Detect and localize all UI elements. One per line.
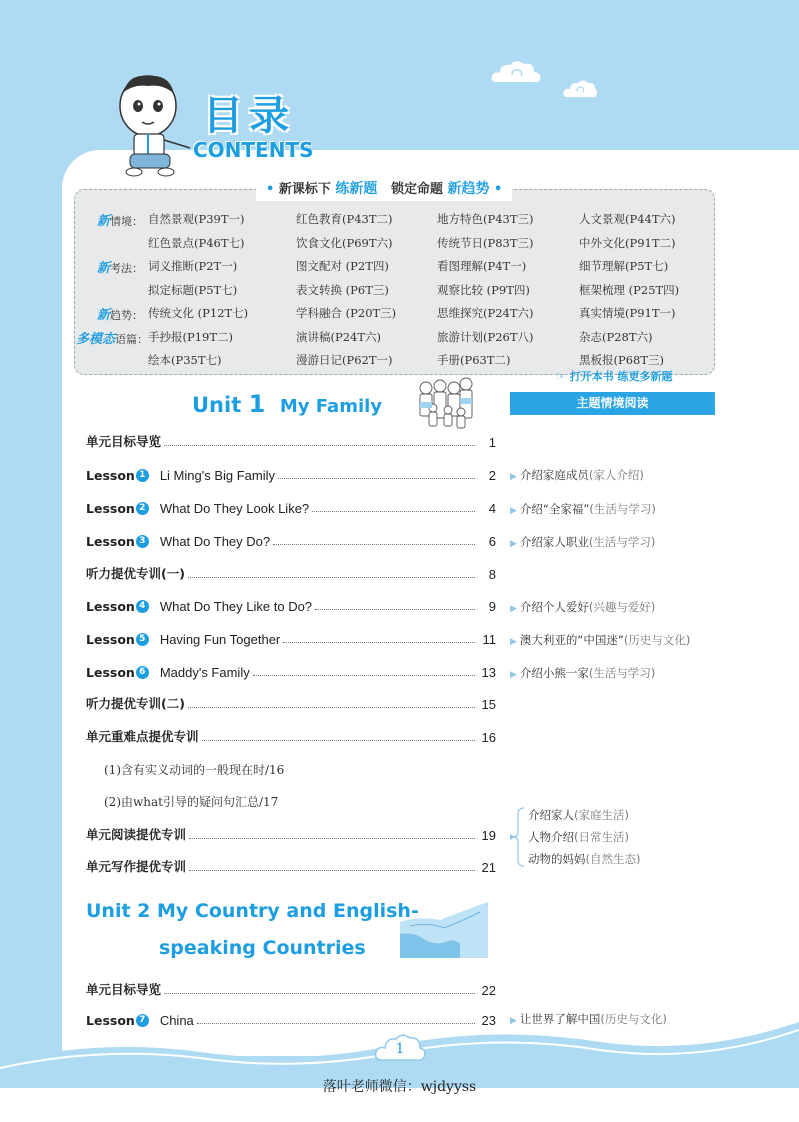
toc-row[interactable]: Lesson 3 What Do They Do? 6 <box>86 534 496 549</box>
category-item: 细节理解(P5T七) <box>579 259 669 273</box>
toc-row[interactable]: 单元写作提优专训 21 <box>86 859 496 875</box>
box-heading-a: 新课标下 <box>278 182 331 197</box>
category-item: 自然景观(P39T一) <box>148 212 245 226</box>
theme-item: ▶ 介绍“全家福”(生活与学习) <box>510 502 656 516</box>
box-heading-c: 锁定命题 <box>390 182 443 197</box>
category-item: 看图理解(P4T一) <box>437 259 527 273</box>
theme-item: ▶ 介绍小熊一家(生活与学习) <box>510 666 656 680</box>
unit-2-title-line1: Unit 2 My Country and English- <box>86 900 419 922</box>
category-item: 框架梳理 (P25T四) <box>579 283 680 297</box>
toc-row[interactable]: Lesson 6 Maddy's Family 13 <box>86 665 496 680</box>
hand-pointer-icon: ☞ <box>556 370 566 383</box>
category-item: 旅游计划(P26T八) <box>437 330 534 344</box>
toc-row[interactable]: Lesson 7 China 23 <box>86 1013 496 1028</box>
triangle-icon: ▶ <box>510 637 517 647</box>
box-heading-d: 新趋势 <box>447 181 490 197</box>
theme-item: ▶ 让世界了解中国(历史与文化) <box>510 1012 667 1026</box>
theme-item: 人物介绍(日常生活) <box>528 830 629 844</box>
category-item: 传统节日(P83T三) <box>437 236 534 250</box>
brace-icon <box>510 806 528 868</box>
category-item: 手抄报(P19T二) <box>148 330 234 344</box>
theme-item: ▶ 介绍家庭成员(家人介绍) <box>510 468 644 482</box>
category-item: 拟定标题(P5T七) <box>148 283 238 297</box>
category-item: 漫游日记(P62T一) <box>296 353 393 367</box>
theme-item: ▶ 介绍家人职业(生活与学习) <box>510 535 656 549</box>
toc-row[interactable]: 听力提优专训(二) 15 <box>86 696 496 712</box>
page-title: 目录 <box>203 93 295 139</box>
toc-row[interactable]: 听力提优专训(一) 8 <box>86 566 496 582</box>
toc-subitem[interactable]: (1)含有实义动词的一般现在时/16 <box>104 763 285 777</box>
toc-row[interactable]: 单元目标导览 1 <box>86 434 496 450</box>
unit-1-title: Unit 1 My Family <box>192 390 383 418</box>
category-item: 真实情境(P91T一) <box>579 306 676 320</box>
toc-subitem[interactable]: (2)由what引导的疑问句汇总/17 <box>104 795 279 809</box>
unit-2-title-line2: speaking Countries <box>159 937 366 959</box>
toc-row[interactable]: 单元阅读提优专训 19 <box>86 827 496 843</box>
category-item: 学科融合 (P20T三) <box>296 306 397 320</box>
triangle-icon: ▶ <box>510 1016 517 1026</box>
category-label: 多模态语篇： <box>76 332 149 347</box>
triangle-icon: ▶ <box>510 539 517 549</box>
category-item: 地方特色(P43T三) <box>437 212 534 226</box>
map-illustration-icon <box>400 902 488 958</box>
family-illustration-icon <box>414 374 476 434</box>
toc-row[interactable]: 单元重难点提优专训 16 <box>86 729 496 745</box>
category-item: 演讲稿(P24T六) <box>296 330 382 344</box>
cloud-icon <box>562 78 598 100</box>
triangle-icon: ▶ <box>510 670 517 680</box>
more-questions-link: ☞ 打开本书 练更多新题 <box>556 370 673 383</box>
triangle-icon: ▶ <box>510 506 517 516</box>
category-item: 红色教育(P43T二) <box>296 212 393 226</box>
toc-row[interactable]: Lesson 1 Li Ming's Big Family 2 <box>86 468 496 483</box>
page-number: 1 <box>395 1041 405 1057</box>
category-item: 图文配对 (P2T四) <box>296 259 389 273</box>
box-heading: • 新课标下 练新题 锁定命题 新趋势 • <box>256 178 512 201</box>
category-item: 杂志(P28T六) <box>579 330 653 344</box>
cloud-icon <box>490 58 542 86</box>
page-title-en: CONTENTS <box>193 138 314 162</box>
triangle-icon: ▶ <box>510 472 517 482</box>
category-item: 黑板报(P68T三) <box>579 353 665 367</box>
triangle-icon: ▶ <box>510 604 517 614</box>
category-item: 传统文化 (P12T七) <box>148 306 249 320</box>
boy-mascot-icon <box>108 70 198 180</box>
category-item: 人文景观(P44T六) <box>579 212 676 226</box>
category-item: 表文转换 (P6T三) <box>296 283 389 297</box>
toc-row[interactable]: 单元目标导览 22 <box>86 982 496 998</box>
category-item: 绘本(P35T七) <box>148 353 222 367</box>
toc-row[interactable]: Lesson 2 What Do They Look Like? 4 <box>86 501 496 516</box>
category-label: 新情境： <box>97 214 144 229</box>
box-heading-b: 练新题 <box>335 181 378 197</box>
category-item: 思维探究(P24T六) <box>437 306 534 320</box>
theme-group <box>510 804 640 870</box>
toc-row[interactable]: Lesson 5 Having Fun Together 11 <box>86 632 496 647</box>
theme-reading-header: 主题情境阅读 <box>510 392 715 415</box>
toc-row[interactable]: Lesson 4 What Do They Like to Do? 9 <box>86 599 496 614</box>
category-item: 饮食文化(P69T六) <box>296 236 393 250</box>
theme-item: ▶ 介绍个人爱好(兴趣与爱好) <box>510 600 656 614</box>
theme-item: 动物的妈妈(自然生态) <box>528 852 641 866</box>
category-item: 红色景点(P46T七) <box>148 236 245 250</box>
theme-item: 介绍家人(家庭生活) <box>528 808 629 822</box>
category-item: 中外文化(P91T二) <box>579 236 676 250</box>
category-item: 手册(P63T二) <box>437 353 511 367</box>
category-label: 新考法： <box>97 261 144 276</box>
category-item: 词义推断(P2T一) <box>148 259 238 273</box>
category-item: 观察比较 (P9T四) <box>437 283 530 297</box>
wechat-note: 落叶老师微信：wjdyyss <box>322 1079 477 1095</box>
category-label: 新趋势： <box>97 308 144 323</box>
theme-item: ▶ 澳大利亚的“中国迷”(历史与文化) <box>510 633 691 647</box>
